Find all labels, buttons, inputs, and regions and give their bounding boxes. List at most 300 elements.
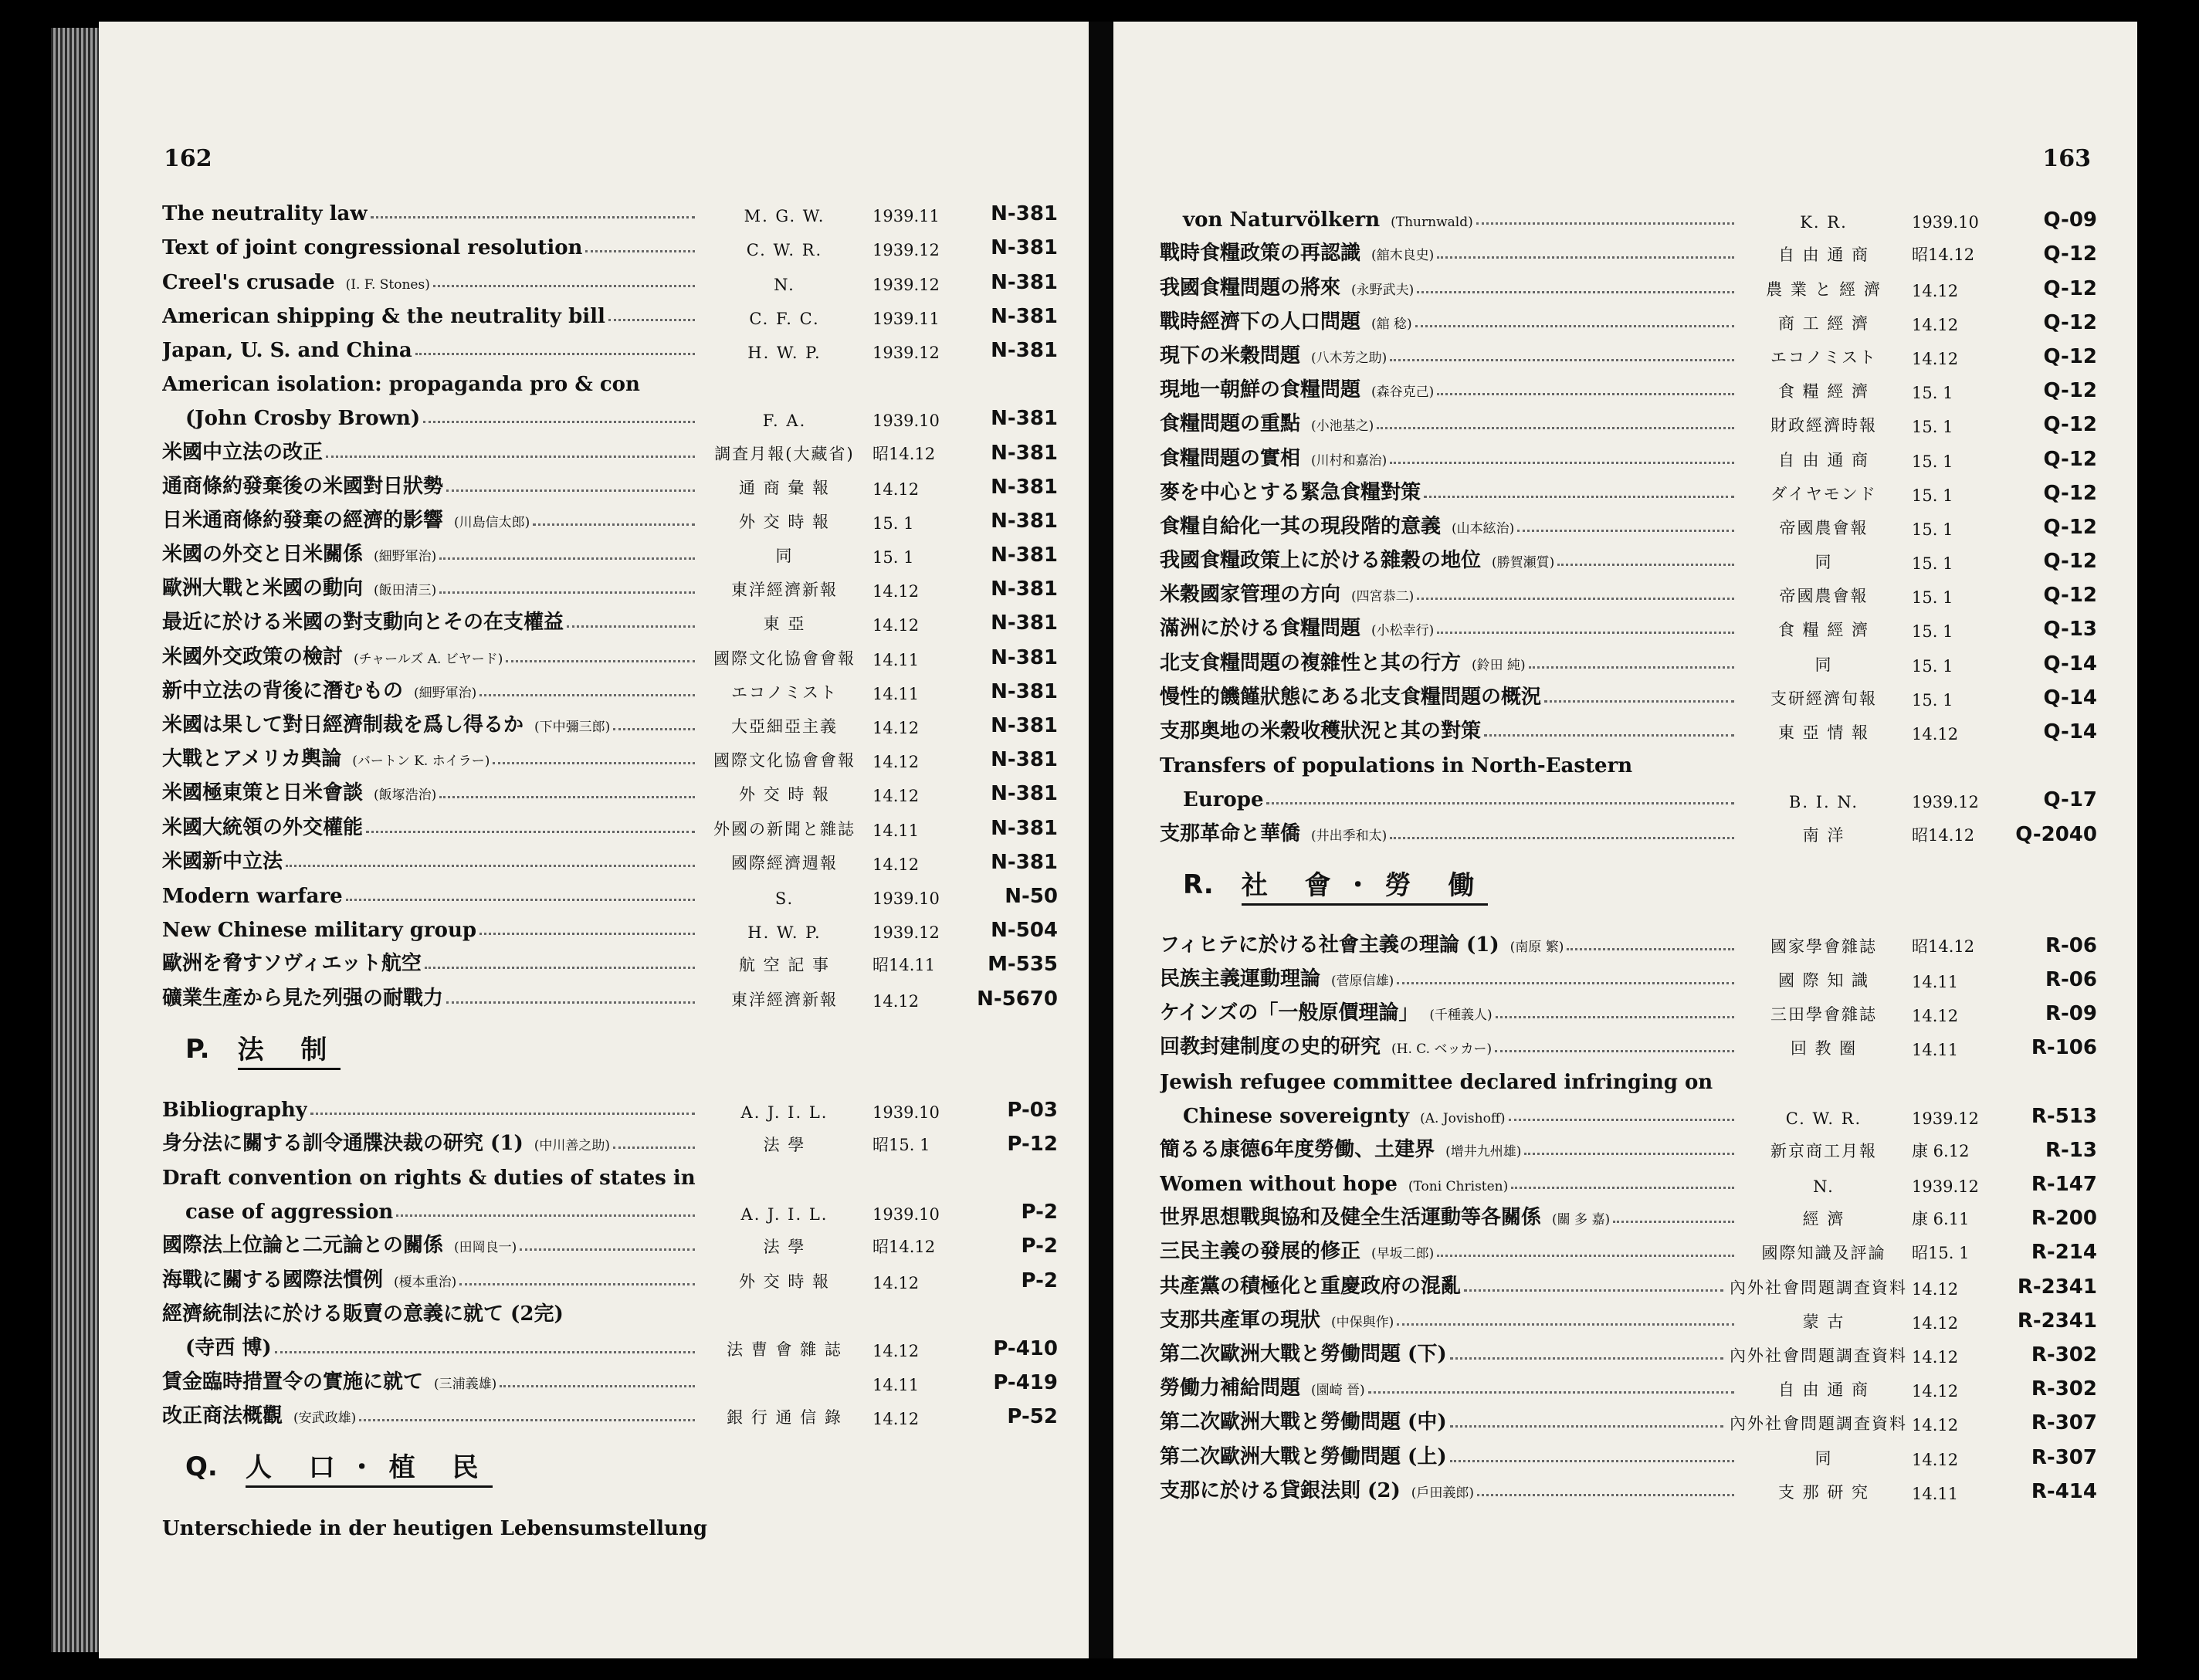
- entry-date: 14.11: [872, 1376, 920, 1395]
- entry-code: R-307: [2031, 1445, 2097, 1469]
- table-row: [162, 737, 1058, 771]
- entry-title-text: 改正商法概觀: [162, 1404, 283, 1428]
- entry-code: Q-12: [2043, 413, 2097, 437]
- table-row: [1160, 539, 2097, 573]
- dot-leader: [1524, 1153, 1734, 1155]
- table-row: [162, 669, 1058, 703]
- entry-source: 同: [1814, 655, 1833, 674]
- table-row: [1160, 1094, 2097, 1128]
- entry-source: エコノミスト: [731, 682, 838, 702]
- entry-title: [162, 1099, 307, 1122]
- entry-date: 15. 1: [1912, 520, 1953, 539]
- entry-source: 外國の新聞と雜誌: [713, 819, 856, 838]
- table-row: [1160, 1434, 2097, 1468]
- entry-date: 15. 1: [1912, 622, 1953, 642]
- entry-title-text: (寺西 博): [185, 1336, 272, 1360]
- entry-source: 新京商工月報: [1770, 1141, 1877, 1160]
- entry-author: (舘木良史): [1371, 248, 1435, 264]
- entry-title: [1160, 1270, 1461, 1299]
- entry-title: [1160, 1235, 1434, 1264]
- entry-code: Q-2040: [2015, 822, 2097, 846]
- entry-source: F. A.: [762, 412, 807, 431]
- entry-source: 支 那 研 究: [1777, 1482, 1870, 1502]
- entry-title-text: 慢性的饑饉狀態にある北支食糧問題の概況: [1160, 685, 1542, 709]
- entry-code: R-13: [2045, 1138, 2097, 1162]
- entry-title: [162, 407, 420, 430]
- entry-source: 同: [1814, 553, 1833, 572]
- entry-author: (H. C. ベッカー): [1391, 1042, 1493, 1058]
- entry-code: R-09: [2045, 1002, 2097, 1026]
- entry-title: [162, 641, 503, 669]
- table-row: [1160, 743, 2097, 777]
- entry-title: [1160, 1173, 1508, 1196]
- page-number: 163: [2042, 145, 2091, 172]
- entry-author: (田岡良一): [454, 1240, 517, 1256]
- entry-code: R-513: [2031, 1104, 2097, 1128]
- entry-title: [162, 236, 582, 259]
- table-row: [1160, 1025, 2097, 1059]
- entry-title-text: 歐洲大戰と米國の動向: [162, 577, 364, 601]
- entry-source: 調査月報(大藏省): [714, 444, 855, 463]
- table-row: [1160, 957, 2097, 991]
- entry-source: 財政經濟時報: [1770, 416, 1877, 435]
- entry-title: [162, 811, 363, 840]
- entry-date: 14.12: [1912, 315, 1959, 334]
- entry-title-text: 現下の米穀問題: [1160, 344, 1301, 368]
- entry-title-text: Transfers of populations in North-Eastern: [1160, 754, 1633, 778]
- entry-code: N-381: [991, 475, 1058, 499]
- entry-code: R-214: [2031, 1241, 2097, 1265]
- entry-title: [162, 1517, 707, 1540]
- entry-author: (細野軍治): [414, 685, 477, 701]
- entry-title-text: The neutrality law: [162, 202, 368, 226]
- entry-title: [162, 1332, 272, 1360]
- entry-date: 14.12: [872, 753, 920, 772]
- entry-code: R-06: [2045, 967, 2097, 991]
- entry-title: [162, 947, 422, 976]
- entry-date: 1939.12: [872, 275, 940, 294]
- dot-leader: [1529, 666, 1734, 669]
- entry-title: [162, 1366, 496, 1394]
- section-letter: Q.: [185, 1451, 218, 1483]
- entry-title-text: 新中立法の背後に潛むもの: [162, 679, 404, 703]
- entry-title-text: 第二次歐洲大戰と勞働問題 (上): [1160, 1445, 1447, 1468]
- entry-date: 14.12: [872, 719, 920, 737]
- table-row: [162, 328, 1058, 362]
- dot-leader: [1415, 325, 1734, 327]
- entry-author: (チャールズ A. ビヤード): [354, 651, 503, 667]
- entry-source: 外 交 時 報: [738, 1272, 831, 1291]
- entry-date: 15. 1: [1912, 384, 1953, 403]
- dot-leader: [439, 591, 695, 594]
- dot-leader: [1390, 837, 1734, 839]
- entry-source: C. W. R.: [1785, 1109, 1862, 1128]
- entry-title: [1160, 612, 1434, 641]
- entry-title-text: 米國外交政策の檢討: [162, 645, 344, 669]
- entry-date: 14.12: [1912, 725, 1959, 743]
- entry-source: 食 糧 經 濟: [1777, 382, 1870, 401]
- entry-title: [162, 538, 436, 567]
- dot-leader: [585, 250, 695, 252]
- entry-title-text: 支那共產軍の現狀: [1160, 1308, 1321, 1332]
- entry-title: [1160, 408, 1374, 436]
- entry-code: N-381: [991, 236, 1058, 260]
- entry-date: 14.11: [872, 684, 920, 703]
- entry-author: (園崎 晉): [1311, 1383, 1365, 1399]
- dot-leader: [1437, 393, 1734, 395]
- dot-leader: [1417, 291, 1734, 293]
- entry-title-text: 國際法上位論と二元論との關係: [162, 1234, 444, 1258]
- table-row: [1160, 1333, 2097, 1367]
- entry-title: [162, 373, 640, 396]
- entry-title: [162, 1298, 564, 1326]
- entry-source: 國 際 知 識: [1777, 970, 1870, 990]
- entry-title-text: 食糧問題の重點: [1160, 412, 1301, 436]
- entry-author: (千種義人): [1429, 1008, 1493, 1024]
- entry-title-text: 麥を中心とする緊急食糧對策: [1160, 480, 1421, 504]
- table-row: [1160, 1230, 2097, 1264]
- dot-leader: [425, 967, 695, 969]
- entry-date: 14.11: [872, 821, 920, 840]
- entry-code: N-504: [991, 919, 1058, 943]
- entry-title: [162, 982, 443, 1011]
- entry-source: 食 糧 經 濟: [1777, 621, 1870, 640]
- dot-leader: [371, 216, 695, 218]
- entry-title-text: Japan, U. S. and China: [162, 338, 412, 362]
- entry-date: 14.12: [1912, 1416, 1959, 1435]
- entry-title: [162, 919, 476, 942]
- entry-title-text: 海戰に關する國際法慣例: [162, 1268, 384, 1292]
- entry-code: R-302: [2031, 1343, 2097, 1367]
- entry-date: 14.12: [1912, 1348, 1959, 1367]
- section-heading: [1160, 846, 2097, 923]
- entry-date: 14.12: [1912, 349, 1959, 368]
- entry-date: 昭15. 1: [872, 1135, 930, 1154]
- entry-title: [162, 1127, 610, 1156]
- entry-title-text: 現地一朝鮮の食糧問題: [1160, 378, 1361, 402]
- dot-leader: [439, 557, 695, 560]
- entry-title: [1160, 1372, 1365, 1401]
- entry-date: 14.12: [872, 1273, 920, 1292]
- entry-source: 蒙 古: [1802, 1312, 1845, 1331]
- table-row: [1160, 1196, 2097, 1230]
- entry-title: [1160, 647, 1526, 676]
- entry-title: [162, 1400, 356, 1428]
- dot-leader: [520, 1248, 695, 1251]
- dot-leader: [1390, 462, 1734, 464]
- table-row: [162, 499, 1058, 533]
- entry-author: (增井九州雄): [1445, 1143, 1522, 1160]
- entry-author: (關 多 嘉): [1552, 1212, 1611, 1228]
- entry-date: 1939.10: [1912, 213, 1979, 232]
- table-row: [1160, 1401, 2097, 1434]
- entry-title: [162, 271, 430, 294]
- entry-date: 14.12: [1912, 1279, 1959, 1299]
- entry-title-text: Unterschiede in der heutigen Lebensumstellung: [162, 1516, 708, 1540]
- entry-source: 內外社會問題調査資料: [1730, 1414, 1907, 1434]
- entry-title: [1160, 272, 1414, 300]
- entry-title: [1160, 374, 1434, 402]
- entry-source: ダイヤモンド: [1770, 484, 1877, 503]
- entry-author: (森谷克己): [1371, 384, 1435, 401]
- entry-title-text: 最近に於ける米國の對支動向とその在支權益: [162, 611, 564, 635]
- entry-title-text: 支那革命と華僑: [1160, 821, 1301, 845]
- entry-code: Q-09: [2043, 208, 2097, 232]
- entry-title-text: 歐洲を脅すソヴィエット航空: [162, 952, 422, 976]
- entry-code: P-52: [1007, 1405, 1058, 1429]
- dot-leader: [1484, 734, 1734, 737]
- dot-leader: [1368, 1391, 1734, 1394]
- table-row: [162, 1224, 1058, 1258]
- entry-source: 東洋經濟新報: [731, 581, 838, 600]
- table-row: [1160, 811, 2097, 845]
- entry-source: 航 空 記 事: [738, 956, 831, 975]
- entry-code: N-381: [991, 304, 1058, 328]
- dot-leader: [415, 353, 695, 355]
- entry-source: 國際文化協會會報: [713, 751, 856, 771]
- dot-leader: [1613, 1221, 1734, 1223]
- entry-source: 國際經濟週報: [731, 853, 838, 872]
- section-letter: R.: [1183, 869, 1214, 900]
- entry-author: (Thurnwald): [1391, 215, 1473, 231]
- entry-title: [1160, 788, 1263, 811]
- entry-title: [1160, 1441, 1447, 1469]
- entry-title: [1160, 1338, 1447, 1367]
- dot-leader: [479, 933, 695, 935]
- dot-leader: [1495, 1050, 1734, 1052]
- entry-title: [162, 606, 564, 635]
- entry-code: N-381: [991, 544, 1058, 567]
- entry-code: N-381: [991, 714, 1058, 737]
- entry-date: 1939.12: [872, 241, 940, 260]
- entry-date: 14.11: [1912, 1484, 1959, 1503]
- dot-leader: [1417, 598, 1734, 600]
- entry-source: C. W. R.: [746, 241, 823, 260]
- entry-title: [1160, 818, 1387, 846]
- entry-title-text: Chinese sovereignty: [1183, 1104, 1410, 1128]
- entry-title: [162, 743, 490, 771]
- entry-title-text: 支那奥地の米穀收穫狀況と其の對策: [1160, 720, 1482, 743]
- entry-source: 法 學: [763, 1135, 806, 1154]
- table-row: [1160, 232, 2097, 266]
- entry-title: [1160, 754, 1632, 777]
- entry-author: (川村和嘉治): [1311, 452, 1388, 469]
- entry-author: (早坂二郎): [1371, 1246, 1435, 1262]
- entry-code: N-50: [1005, 884, 1058, 908]
- entry-title-text: case of aggression: [185, 1201, 394, 1224]
- entry-source: H. W. P.: [747, 343, 822, 362]
- table-row: [162, 908, 1058, 942]
- dot-leader: [433, 285, 695, 287]
- entry-date: 14.12: [872, 991, 920, 1011]
- entry-date: 15. 1: [1912, 554, 1953, 574]
- table-row: [162, 1258, 1058, 1292]
- entry-date: 昭14.12: [1912, 937, 1975, 956]
- table-row: [162, 942, 1058, 976]
- entry-title-text: Modern warfare: [162, 884, 343, 908]
- entry-source: 東 亞 情 報: [1777, 723, 1870, 742]
- entry-date: 1939.12: [872, 343, 940, 362]
- entry-source: 自 由 通 商: [1777, 246, 1870, 265]
- entry-code: P-12: [1007, 1132, 1058, 1156]
- entry-author: (南原 繁): [1509, 939, 1564, 955]
- table-row: [162, 703, 1058, 737]
- entry-title-text: 食糧問題の實相: [1160, 446, 1301, 470]
- entry-title: [162, 1167, 696, 1190]
- entry-date: 14.12: [872, 855, 920, 874]
- dot-leader: [1517, 530, 1734, 532]
- entry-date: 14.12: [872, 787, 920, 806]
- dot-leader: [479, 694, 695, 696]
- entry-code: P-410: [993, 1337, 1058, 1360]
- dot-leader: [533, 523, 695, 526]
- entry-code: P-2: [1021, 1268, 1058, 1292]
- entry-title: [1160, 1304, 1394, 1333]
- dot-leader: [1437, 1255, 1734, 1257]
- entry-code: N-381: [991, 645, 1058, 669]
- entry-source: 內外社會問題調査資料: [1730, 1346, 1907, 1365]
- entry-source: S.: [774, 889, 795, 908]
- entry-author: (安武政雄): [293, 1411, 357, 1427]
- entry-date: 14.12: [872, 582, 920, 601]
- entry-title: [162, 675, 476, 703]
- entry-title-text: Creel's crusade: [162, 270, 335, 294]
- section-title: 法 制: [238, 1028, 341, 1070]
- entry-author: (井出季和太): [1311, 828, 1388, 844]
- entry-source: 自 由 通 商: [1777, 450, 1870, 469]
- entry-title: [162, 709, 610, 737]
- dot-leader: [1450, 1425, 1723, 1428]
- entry-date: 14.12: [1912, 1007, 1959, 1026]
- table-row: [1160, 923, 2097, 957]
- entry-code: Q-13: [2043, 618, 2097, 642]
- entry-date: 14.12: [1912, 1450, 1959, 1469]
- dot-leader: [366, 831, 695, 833]
- entry-title: [1160, 237, 1434, 266]
- entry-title-text: 米國の外交と日米關係: [162, 543, 364, 567]
- table-row: [1160, 1367, 2097, 1401]
- entry-code: R-2341: [2017, 1309, 2097, 1333]
- entry-title: [162, 1264, 456, 1292]
- entry-author: (I. F. Stones): [345, 276, 430, 293]
- entry-source: A. J. I. L.: [740, 1102, 828, 1122]
- dot-leader: [613, 728, 695, 730]
- entry-code: P-419: [993, 1371, 1058, 1395]
- entry-title-text: 米國極東策と日米會談: [162, 781, 364, 805]
- entry-source: 銀 行 通 信 錄: [727, 1408, 842, 1428]
- entry-date: 14.11: [1912, 1041, 1959, 1060]
- dot-leader: [1557, 564, 1734, 566]
- entry-source: 南 洋: [1802, 825, 1845, 845]
- entry-source: N.: [1813, 1177, 1835, 1197]
- entry-source: 帝國農會報: [1779, 518, 1869, 537]
- entry-date: 昭14.12: [872, 1238, 936, 1257]
- dot-leader: [310, 1113, 695, 1115]
- entry-author: (細野軍治): [374, 549, 437, 565]
- table-row: [162, 635, 1058, 669]
- dot-leader: [459, 1283, 695, 1285]
- entry-source: 同: [1814, 1448, 1833, 1468]
- entry-title-text: 三民主義の發展的修正: [1160, 1240, 1361, 1264]
- entry-title-text: 勞働力補給問題: [1160, 1377, 1301, 1401]
- entry-code: R-147: [2031, 1173, 2097, 1197]
- entry-date: 康 6.12: [1912, 1141, 1970, 1160]
- table-row: [162, 465, 1058, 499]
- entry-title: [1160, 510, 1514, 539]
- entry-code: Q-17: [2043, 788, 2097, 812]
- entry-source: 外 交 時 報: [738, 785, 831, 804]
- table-row: [162, 191, 1058, 225]
- entry-date: 14.11: [1912, 972, 1959, 991]
- entry-date: 14.11: [872, 650, 920, 669]
- entry-title: [162, 1229, 517, 1258]
- dot-leader: [613, 1147, 695, 1149]
- book-gutter: [1089, 22, 1113, 1658]
- entry-date: 昭15. 1: [1912, 1244, 1970, 1263]
- table-row: [162, 601, 1058, 635]
- entry-author: (三浦義雄): [434, 1377, 497, 1393]
- entry-title: [162, 436, 323, 465]
- entry-source: 國際知識及評論: [1761, 1244, 1886, 1263]
- entry-code: Q-14: [2043, 652, 2097, 676]
- entry-title: [1160, 544, 1554, 573]
- entry-author: (Toni Christen): [1408, 1179, 1509, 1195]
- dot-leader: [359, 1419, 695, 1421]
- entry-code: Q-12: [2043, 550, 2097, 574]
- entry-title: [1160, 442, 1387, 471]
- entry-code: R-414: [2031, 1479, 2097, 1503]
- entry-title-text: Jewish refugee committee declared infringing on: [1160, 1070, 1713, 1094]
- entry-author: (飯塚浩治): [374, 788, 437, 804]
- entry-title-text: 米國は果して對日經濟制裁を爲し得るか: [162, 713, 524, 737]
- entry-code: Q-14: [2043, 720, 2097, 743]
- entry-title: [1160, 681, 1541, 710]
- entry-source: M. G. W.: [744, 207, 825, 226]
- entry-title-text: Europe: [1183, 788, 1264, 812]
- section-title: 人 口・植 民: [246, 1446, 493, 1488]
- entry-code: R-106: [2031, 1036, 2097, 1060]
- table-row: [162, 1326, 1058, 1360]
- table-row: [1160, 1299, 2097, 1333]
- table-row: [1160, 1469, 2097, 1503]
- dot-leader: [500, 1385, 695, 1387]
- entry-source: 法 曹 會 雜 誌: [727, 1340, 842, 1359]
- entry-title: [1160, 1475, 1474, 1503]
- entry-date: 1939.12: [872, 923, 940, 943]
- entry-list: [162, 191, 1058, 1540]
- table-row: [1160, 266, 2097, 300]
- entry-source: A. J. I. L.: [740, 1205, 828, 1224]
- table-row: [1160, 676, 2097, 710]
- entry-title-text: 米穀國家管理の方向: [1160, 583, 1341, 607]
- entry-code: Q-12: [2043, 481, 2097, 505]
- entry-source: 東 亞: [763, 615, 806, 634]
- entry-title-text: 通商條約發棄後の米國對日狀勢: [162, 474, 444, 498]
- entry-source: 農 業 と 經 濟: [1766, 279, 1882, 299]
- entry-author: (中川善之助): [534, 1137, 611, 1153]
- table-row: [162, 362, 1058, 396]
- table-row: [162, 430, 1058, 464]
- entry-title: [162, 339, 412, 362]
- entry-code: N-381: [991, 782, 1058, 806]
- entry-code: R-200: [2031, 1207, 2097, 1231]
- entry-code: R-307: [2031, 1411, 2097, 1435]
- entry-code: Q-12: [2043, 515, 2097, 539]
- table-row: [162, 1506, 1058, 1539]
- entry-date: 1939.11: [872, 207, 940, 226]
- entry-author: (勝賀瀬質): [1492, 555, 1555, 571]
- table-row: [162, 976, 1058, 1010]
